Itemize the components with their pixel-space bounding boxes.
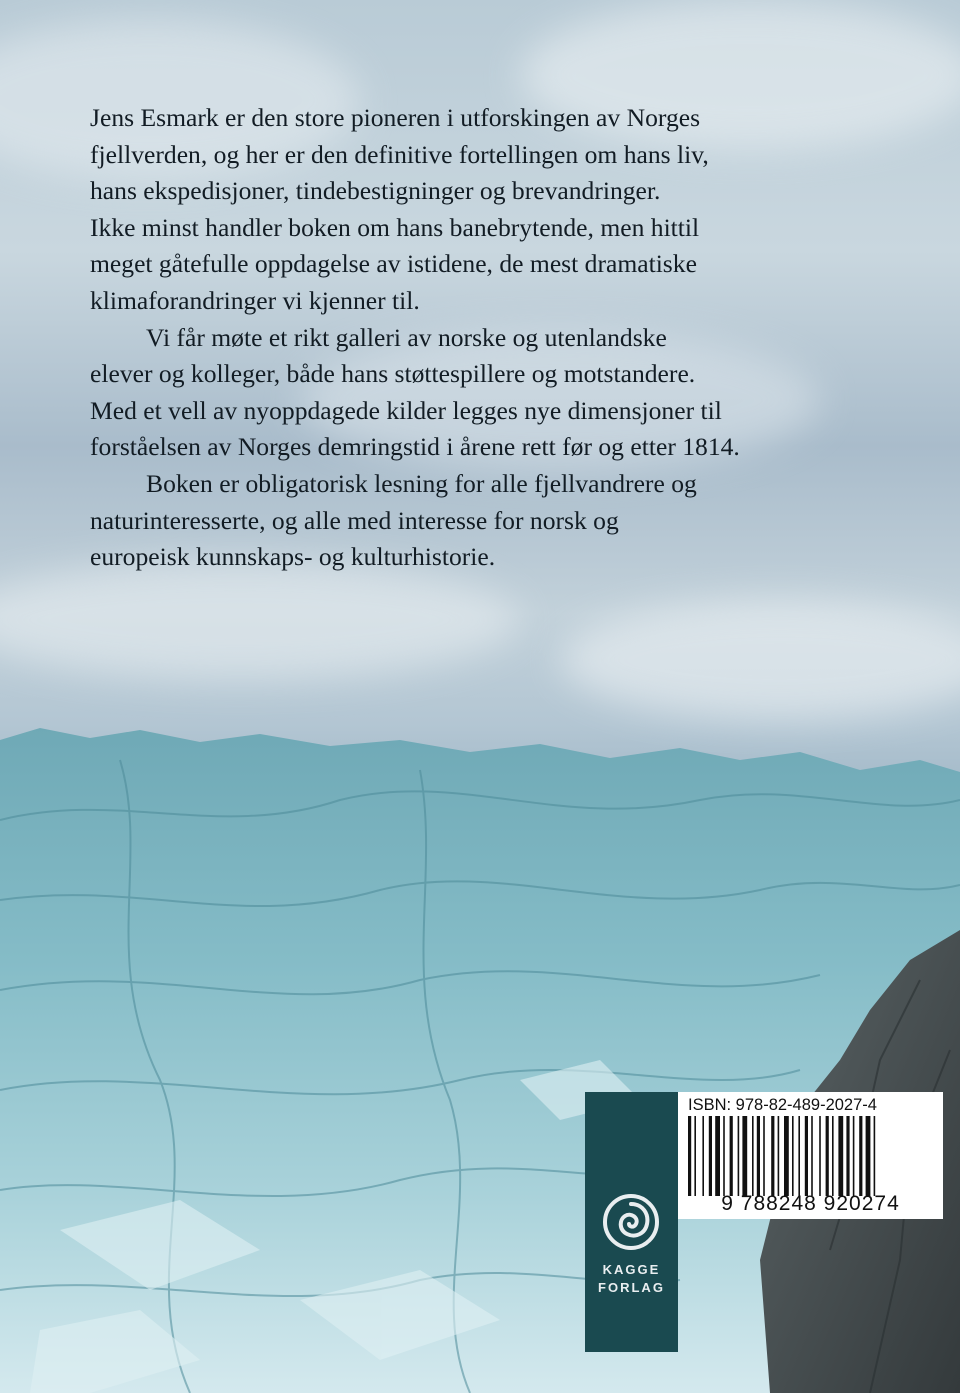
- barcode-bar: [715, 1116, 720, 1196]
- barcode-bar: [784, 1116, 789, 1196]
- blurb-line: europeisk kunnskaps- og kulturhistorie.: [90, 542, 496, 572]
- barcode-bar: [763, 1116, 765, 1196]
- barcode-bar: [723, 1116, 725, 1196]
- barcode-bar: [742, 1116, 747, 1196]
- barcode: [686, 1116, 938, 1196]
- barcode-bar: [738, 1116, 740, 1196]
- barcode-bar: [826, 1116, 829, 1196]
- barcode-bar: [688, 1116, 691, 1196]
- barcode-bar: [832, 1116, 834, 1196]
- barcode-bar: [730, 1116, 733, 1196]
- barcode-bar: [846, 1116, 849, 1196]
- publisher-name-line-2: FORLAG: [598, 1280, 665, 1295]
- blurb-line: fjellverden, og her er den definitive fortellingen om hans liv,: [90, 139, 709, 169]
- blurb-line: hans ekspedisjoner, tindebestigninger og brevandringer.: [90, 176, 661, 206]
- barcode-bar: [859, 1116, 862, 1196]
- barcode-bar: [838, 1116, 843, 1196]
- publisher-name-line-1: KAGGE: [602, 1262, 661, 1277]
- blurb-line: meget gåtefulle oppdagelse av istidene, de mest dramatiske: [90, 249, 697, 279]
- barcode-bar: [709, 1116, 712, 1196]
- barcode-panel: [678, 1092, 943, 1219]
- publisher-logo-panel: [585, 1092, 678, 1352]
- isbn-label: ISBN: 978-82-489-2027-4: [688, 1096, 877, 1114]
- blurb-line: elever og kolleger, både hans støttespillere og motstandere.: [90, 359, 696, 389]
- blurb-line: naturinteresserte, og alle med interesse for norsk og: [90, 505, 619, 535]
- blurb-line: Med et vell av nyoppdagede kilder legges nye dimensjoner til: [90, 395, 722, 425]
- blurb-paragraph-2: [90, 320, 890, 466]
- blurb-paragraph-3: [90, 466, 890, 576]
- barcode-bar: [792, 1116, 794, 1196]
- blurb-line: Jens Esmark er den store pioneren i utforskingen av Norges: [90, 103, 701, 132]
- barcode-bar: [778, 1116, 780, 1196]
- barcode-bar: [866, 1116, 871, 1196]
- blurb-text: [90, 100, 890, 576]
- barcode-bar: [853, 1116, 855, 1196]
- barcode-digits: 9 788248 920274: [721, 1192, 900, 1215]
- barcode-bar: [702, 1116, 704, 1196]
- barcode-bar: [798, 1116, 800, 1196]
- barcode-bar: [811, 1116, 813, 1196]
- blurb-line: Boken er obligatorisk lesning for alle fjellvandrere og: [146, 468, 697, 498]
- spiral-logo-icon: [601, 1192, 661, 1252]
- barcode-bar: [874, 1116, 876, 1196]
- barcode-bar: [757, 1116, 760, 1196]
- barcode-bar: [771, 1116, 774, 1196]
- blurb-line: forståelsen av Norges demringstid i årene rett før og etter 1814.: [90, 432, 740, 462]
- blurb-line: Vi får møte et rikt galleri av norske og utenlandske: [146, 322, 667, 352]
- blurb-line: klimaforandringer vi kjenner til.: [90, 285, 420, 315]
- blurb-line: Ikke minst handler boken om hans banebrytende, men hittil: [90, 212, 700, 242]
- barcode-bar: [805, 1116, 808, 1196]
- barcode-bar: [819, 1116, 821, 1196]
- barcode-bar: [694, 1116, 696, 1196]
- blurb-paragraph-1: [90, 100, 890, 320]
- barcode-bar: [752, 1116, 754, 1196]
